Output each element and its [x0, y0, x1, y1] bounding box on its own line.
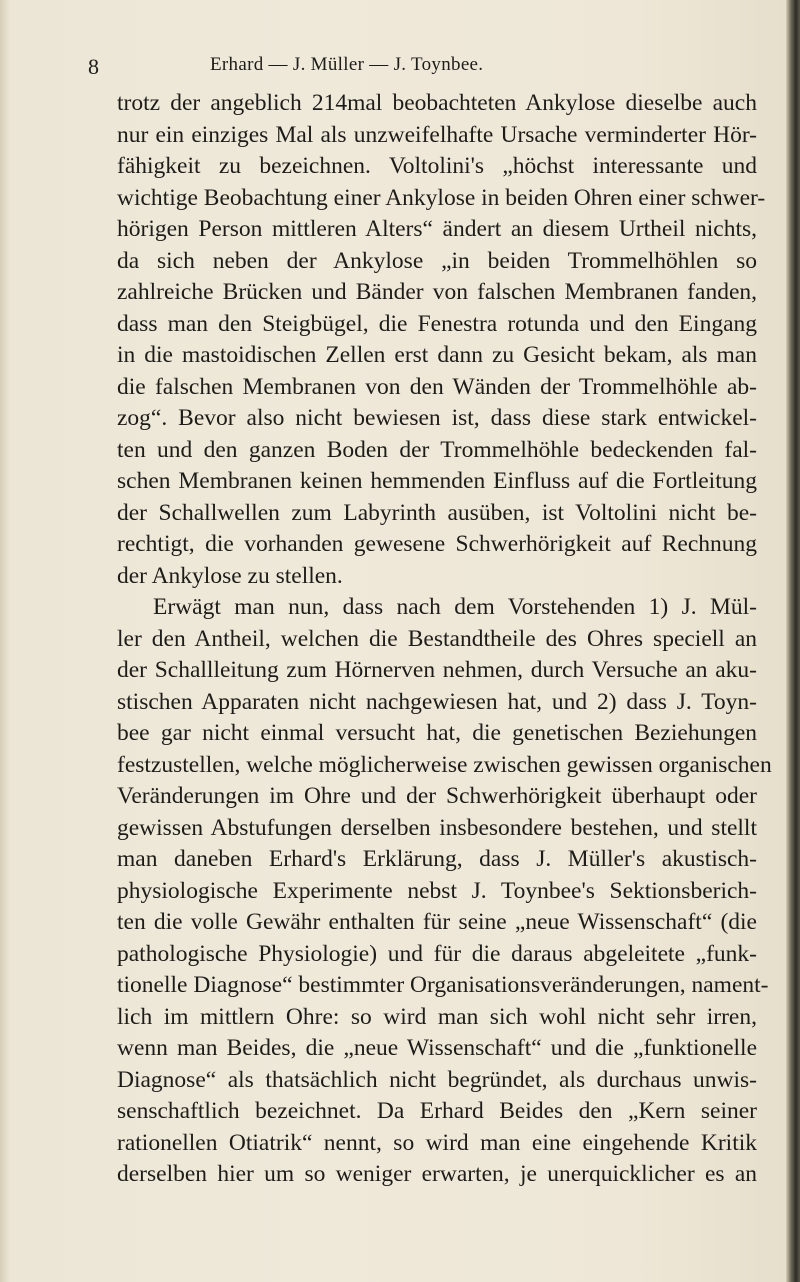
text-line: dass man den Steigbügel, die Fenestra rotunda und den Eingang	[117, 310, 757, 337]
page-number: 8	[88, 54, 99, 79]
page-header	[0, 50, 786, 80]
text-line: nur ein einziges Mal als unzweifelhafte Ursache verminderter Hör-	[117, 121, 757, 148]
text-line: schen Membranen keinen hemmenden Einfluss auf die Fortleitung	[117, 468, 757, 494]
text-line: wichtige Beobachtung einer Ankylose in beiden Ohren einer schwer-	[117, 184, 766, 211]
text-line: pathologische Physiologie) und für die daraus abgeleitete „funk-	[117, 940, 757, 967]
text-line: fähigkeit zu bezeichnen. Voltolini's „höchst interessante und	[117, 153, 757, 179]
text-line: rechtigt, die vorhanden gewesene Schwerhörigkeit auf Rechnung	[117, 531, 757, 557]
text-line: gewissen Abstufungen derselben insbesondere bestehen, und stellt	[117, 814, 757, 841]
text-line: ten und den ganzen Boden der Trommelhöhle bedeckenden fal-	[117, 436, 757, 463]
text-line: in die mastoidischen Zellen erst dann zu Gesicht bekam, als man	[117, 342, 757, 368]
text-line: da sich neben der Ankylose „in beiden Trommelhöhlen so	[117, 247, 757, 274]
text-line: Veränderungen im Ohre und der Schwerhörigkeit überhaupt oder	[117, 783, 757, 809]
text-line: ten die volle Gewähr enthalten für seine „neue Wissenschaft“ (die	[117, 909, 757, 935]
text-line: festzustellen, welche möglicherweise zwischen gewissen organischen	[117, 751, 772, 778]
text-line: zahlreiche Brücken und Bänder von falschen Membranen fanden,	[117, 279, 757, 305]
text-line: zog“. Bevor also nicht bewiesen ist, dass diese stark entwickel-	[117, 405, 757, 431]
text-line: lich im mittlern Ohre: so wird man sich wohl nicht sehr irren,	[117, 1003, 757, 1030]
running-title: Erhard — J. Müller — J. Toynbee.	[210, 54, 484, 75]
text-line: derselben hier um so weniger erwarten, je unerquicklicher es an	[117, 1161, 757, 1187]
body-text	[117, 88, 772, 1191]
text-line: wenn man Beides, die „neue Wissenschaft“ und die „funktionelle	[117, 1035, 757, 1061]
text-line: Diagnose“ als thatsächlich nicht begründet, als durchaus unwis-	[117, 1066, 757, 1093]
text-line: bee gar nicht einmal versucht hat, die genetischen Beziehungen	[117, 720, 757, 746]
text-line: der Schallleitung zum Hörnerven nehmen, durch Versuche an aku-	[117, 657, 757, 683]
paragraph-end-line: der Ankylose zu stellen.	[117, 562, 343, 589]
text-line: hörigen Person mittleren Alters“ ändert an diesem Urtheil nichts,	[117, 216, 757, 242]
text-line: die falschen Membranen von den Wänden der Trommelhöhle ab-	[117, 373, 757, 400]
page-gutter-shadow	[0, 0, 10, 1282]
text-line: tionelle Diagnose“ bestimmter Organisationsveränderungen, nament-	[117, 972, 769, 998]
text-line: rationellen Otiatrik“ nennt, so wird man eine eingehende Kritik	[117, 1129, 757, 1156]
text-line: stischen Apparaten nicht nachgewiesen hat, und 2) dass J. Toyn-	[117, 688, 757, 715]
text-line: trotz der angeblich 214mal beobachteten Ankylose dieselbe auch	[117, 90, 757, 116]
book-edge-shadow	[786, 0, 800, 1282]
paragraph-start-line: Erwägt man nun, dass nach dem Vorstehenden 1) J. Mül-	[153, 594, 757, 620]
text-line: ler den Antheil, welchen die Bestandtheile des Ohres speciell an	[117, 625, 757, 652]
text-line: physiologische Experimente nebst J. Toynbee's Sektionsberich-	[117, 877, 757, 904]
text-line: senschaftlich bezeichnet. Da Erhard Beides den „Kern seiner	[117, 1098, 757, 1124]
text-line: der Schallwellen zum Labyrinth ausüben, ist Voltolini nicht be-	[117, 499, 757, 526]
text-line: man daneben Erhard's Erklärung, dass J. Müller's akustisch-	[117, 846, 757, 872]
